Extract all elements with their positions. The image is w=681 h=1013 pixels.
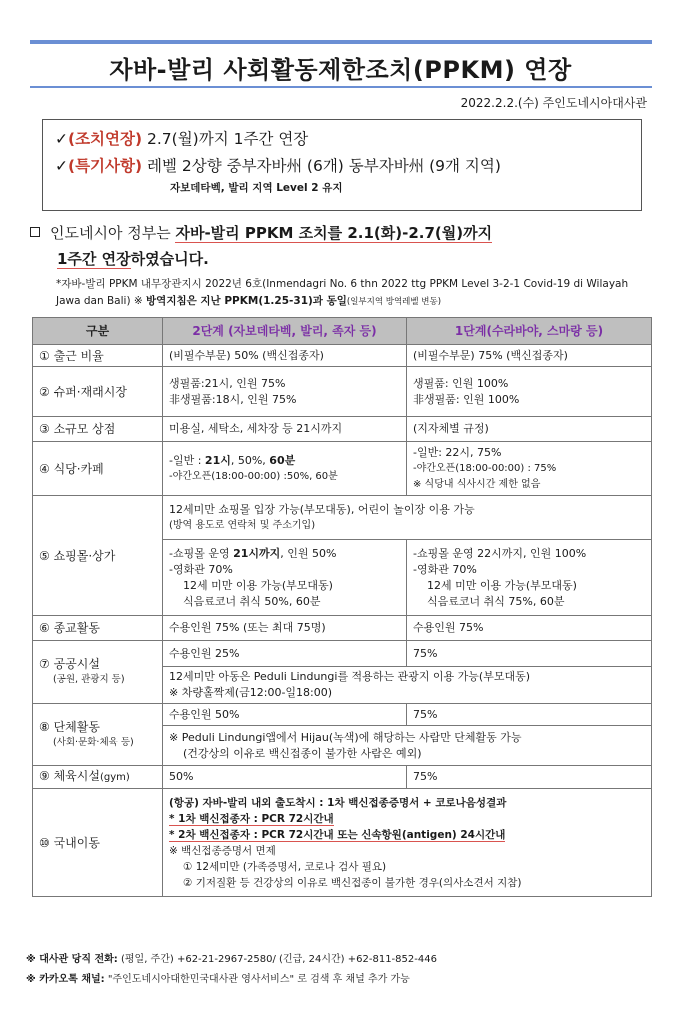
- title-rule: [30, 86, 652, 88]
- table-row: ⑨ 체육시설(gym) 50% 75%: [33, 766, 652, 789]
- table-header-row: [33, 318, 652, 345]
- top-rule: [30, 40, 652, 44]
- ppkm-rules-table: [32, 317, 652, 897]
- summary-line-extension: ✓(조치연장) 2.7(월)까지 1주간 연장: [55, 130, 309, 148]
- table-row: ※ Peduli Lindungi앱에서 Hijau(녹색)에 해당하는 사람만 단체활동 가능 (건강상의 이유로 백신접종이 불가한 사람은 예외): [33, 726, 652, 766]
- table-row: 12세미만 아동은 Peduli Lindungi를 적용하는 관광지 이용 가능(부모대동) ※ 차량홀짝제(금12:00-일18:00): [33, 667, 652, 704]
- footer: [26, 950, 437, 990]
- footer-phone: ※ 대사관 당직 전화: (평일, 주간) +62-21-2967-2580/ (긴급, 24시간) +62-811-852-446: [26, 954, 437, 965]
- header-category: 구분: [33, 318, 163, 345]
- header-level1: 1단계(수라바야, 스마랑 등): [407, 318, 652, 345]
- page-title: 자바-발리 사회활동제한조치(PPKM) 연장: [109, 56, 572, 84]
- header-level2: 2단계 (자보데타벡, 발리, 족자 등): [163, 318, 407, 345]
- intro-paragraph: 인도네시아 정부는 자바-발리 PPKM 조치를 2.1(화)-2.7(월)까지 1주간 연장하였습니다.: [30, 220, 660, 272]
- table-row: ② 슈퍼·재래시장 생필품:21시, 인원 75% 非생필품:18시, 인원 75% 생필품: 인원 100% 非생필품: 인원 100%: [33, 367, 652, 417]
- table-row: ④ 식당·카페 -일반 : 21시, 50%, 60분 -야간오픈(18:00-00:00) :50%, 60분 -일반: 22시, 75% -야간오픈(18:00-00:00) : 75% ※ 식당내 식사시간 제한 없음: [33, 442, 652, 496]
- table-row: -쇼핑몰 운영 21시까지, 인원 50% -영화관 70% 12세 미만 이용 가능(부모대동) 식음료코너 취식 50%, 60분 -쇼핑몰 운영 22시까지, 인원 100% -영화관 70% 12세 미만 이용 가능(부모대동) 식음료코너 취식 75%, 60분: [33, 540, 652, 616]
- table-row: ⑤ 쇼핑몰·상가 12세미만 쇼핑몰 입장 가능(부모대동), 어린이 놀이장 이용 가능 (방역 용도로 연락처 및 주소기입): [33, 496, 652, 540]
- table-row: ③ 소규모 상점 미용실, 세탁소, 세차장 등 21시까지 (지자체별 규정): [33, 417, 652, 442]
- table-row: ① 출근 비율 (비필수부문) 50% (백신접종자) (비필수부문) 75% (백신접종자): [33, 345, 652, 367]
- table-row: ⑧ 단체활동 (사회·문화·체육 등) 수용인원 50% 75%: [33, 704, 652, 726]
- check-icon: ✓: [55, 157, 68, 175]
- square-bullet-icon: [30, 227, 40, 237]
- table-row: ⑥ 종교활동 수용인원 75% (또는 최대 75명) 수용인원 75%: [33, 616, 652, 641]
- summary-subnote: 자보데타벡, 발리 지역 Level 2 유지: [170, 182, 343, 194]
- summary-line-note: ✓(특기사항) 레벨 2상향 중부자바州 (6개) 동부자바州 (9개 지역): [55, 157, 501, 175]
- footer-kakao: ※ 카카오톡 채널: "주인도네시아대한민국대사관 영사서비스" 로 검색 후 채널 추가 가능: [26, 974, 410, 985]
- summary-box: [42, 119, 642, 211]
- check-icon: ✓: [55, 130, 68, 148]
- table-row: ⑩ 국내이동 (항공) 자바-발리 내외 출도착시 : 1차 백신접종증명서 + 코로나음성결과 * 1차 백신접종자 : PCR 72시간내 * 2차 백신접종자 : PCR 72시간내 또는 신속항원(antigen) 24시간내 ※ 백신접종증명서 면제 ① 12세미만 (가족증명서, 코로나 검사 필요) ② 기저질환 등 건강상의 이유로 백신접종이 불가한 경우(의사소견서 지참): [33, 789, 652, 897]
- date-line: 2022.2.2.(수) 주인도네시아대사관: [460, 96, 647, 110]
- table-row: ⑦ 공공시설 (공원, 관광지 등) 수용인원 25% 75%: [33, 641, 652, 667]
- legal-note: *자바-발리 PPKM 내무장관지시 2022년 6호(Inmendagri No. 6 thn 2022 ttg PPKM Level 3-2-1 Covid-19 di Wilayah Jawa dan Bali) ※ 방역지침은 지난 PPKM(1.25-31)과 동일(일부지역 방역레벨 변동): [56, 278, 629, 307]
